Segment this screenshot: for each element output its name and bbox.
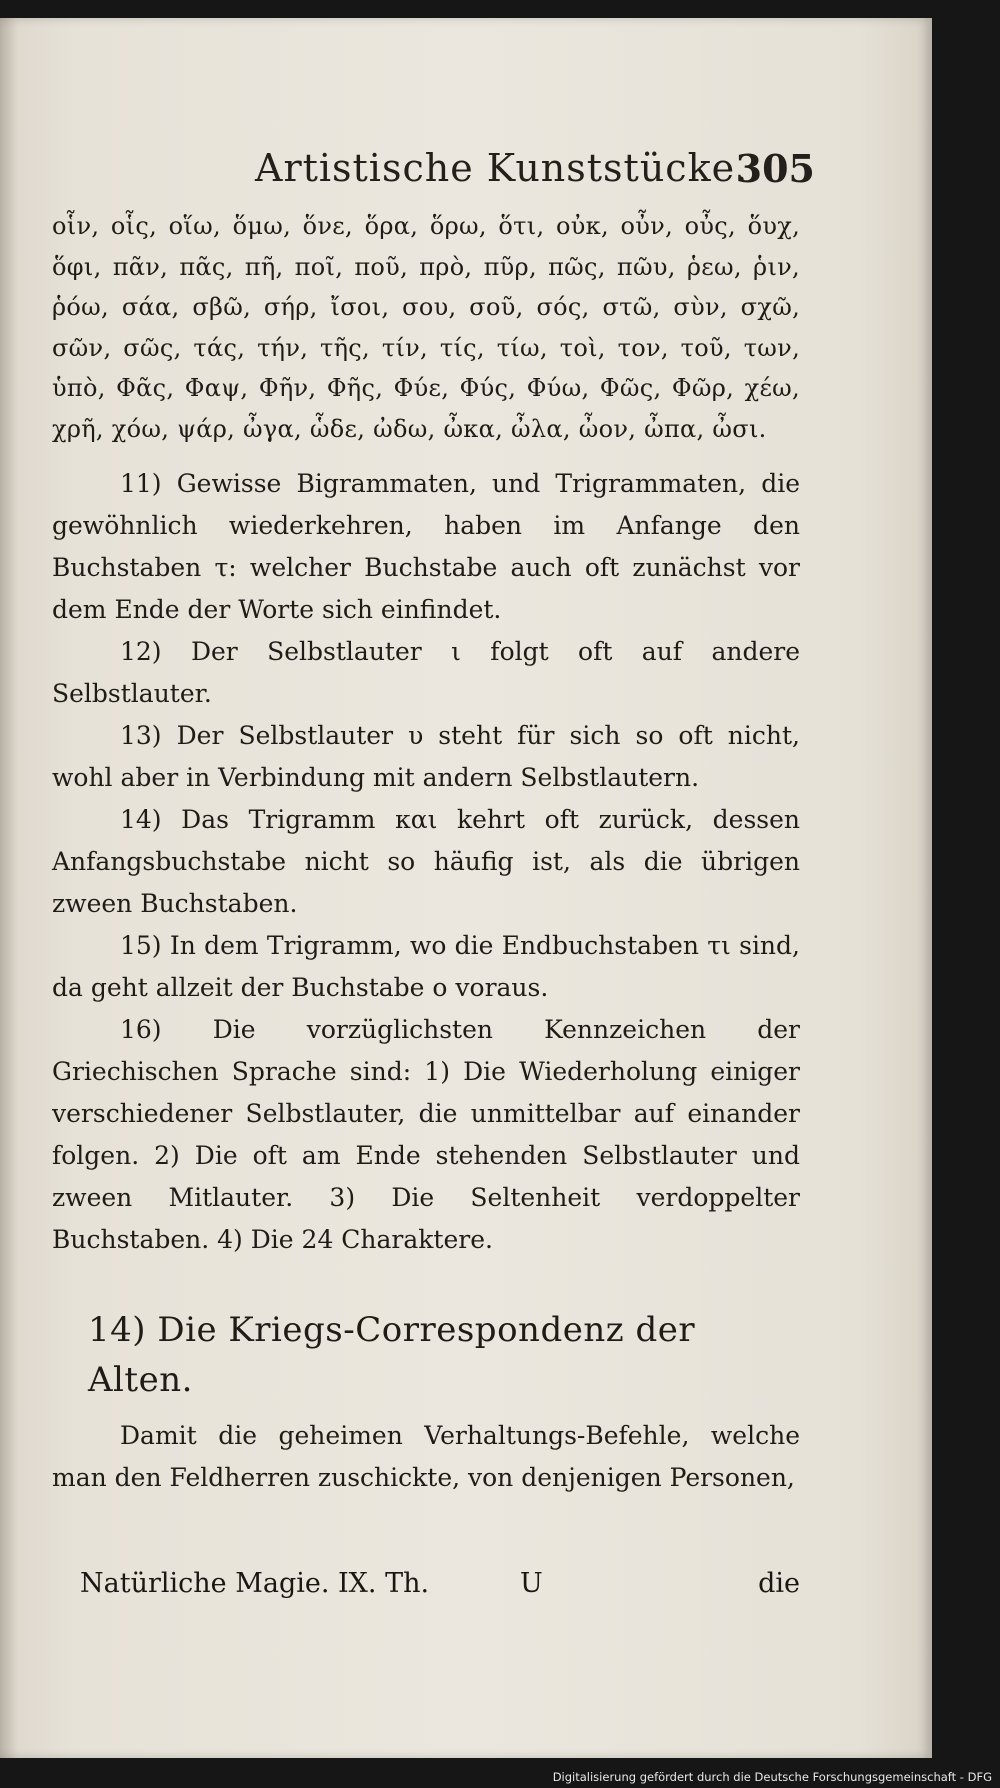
section-heading: 14) Die Kriegs-Correspondenz der Alten.	[88, 1310, 696, 1400]
digitization-credit: Digitalisierung gefördert durch die Deutsche Forschungsgemeinschaft - DFG	[552, 1770, 992, 1784]
greek-word-list: οἷν, οἷς, οἵω, ὅμω, ὅνε, ὅρα, ὅρω, ὅτι, οὐκ, οὖν, οὖς, ὅυχ, ὅφι, πᾶν, πᾶς, πῆ, ποῖ, ποῦ, πρὸ, πῦρ, πῶς, πῶυ, ῥεω, ῥιν, ῥόω, σάα, σβῶ, σήρ, ἴσοι, σου, σοῦ, σός, στῶ, σὺν, σχῶ, σῶν, σῶς, τάς, τήν, τῆς, τίν, τίς, τίω, τοὶ, τον, τοῦ, των, ὑπὸ, Φᾶς, Φαψ, Φῆν, Φῆς, Φύε, Φύς, Φύω, Φῶς, Φῶρ, χέω, χρῆ, χόω, ψάρ, ὦγα, ὧδε, ὠδω, ὦκα, ὦλα, ὦον, ὦπα, ὦσι.	[52, 212, 800, 443]
signature-line: Natürliche Magie. IX. Th.	[80, 1568, 430, 1599]
catchword: die	[758, 1568, 800, 1599]
sheet-mark: U	[520, 1568, 543, 1599]
running-header	[255, 146, 815, 206]
paragraph-12: 12) Der Selbstlauter ι folgt oft auf andere Selbstlauter.	[52, 637, 800, 708]
page-number: 305	[735, 146, 815, 191]
paragraph-15: 15) In dem Trigramm, wo die Endbuchstaben τι sind, da geht allzeit der Buchstabe ο voraus.	[52, 931, 800, 1002]
spine-shadow	[0, 18, 18, 1758]
running-title: Artistische Kunststücke.	[255, 146, 749, 190]
page-body	[52, 206, 800, 1499]
paragraph-11: 11) Gewisse Bigrammaten, und Trigrammaten, die gewöhnlich wiederkehren, haben im Anfange den Buchstaben τ: welcher Buchstabe auch oft zunächst vor dem Ende der Worte sich einfindet.	[52, 469, 800, 624]
paragraph-16: 16) Die vorzüglichsten Kennzeichen der Griechischen Sprache sind: 1) Die Wiederholung einiger verschiedener Selbstlauter, die unmittelbar auf einander folgen. 2) Die oft am Ende stehenden Selbstlauter und zween Mitlauter. 3) Die Seltenheit verdoppelter Buchstaben. 4) Die 24 Charaktere.	[52, 1015, 800, 1254]
book-page	[0, 18, 932, 1758]
section-intro: Damit die geheimen Verhaltungs-Befehle, welche man den Feldherren zuschickte, von denjenigen Personen,	[52, 1421, 800, 1492]
paragraph-13: 13) Der Selbstlauter υ steht für sich so oft nicht, wohl aber in Verbindung mit andern Selbstlautern.	[52, 721, 800, 792]
paragraph-14: 14) Das Trigramm και kehrt oft zurück, dessen Anfangsbuchstabe nicht so häufig ist, als die übrigen zween Buchstaben.	[52, 805, 800, 918]
footer-line	[52, 1568, 800, 1612]
